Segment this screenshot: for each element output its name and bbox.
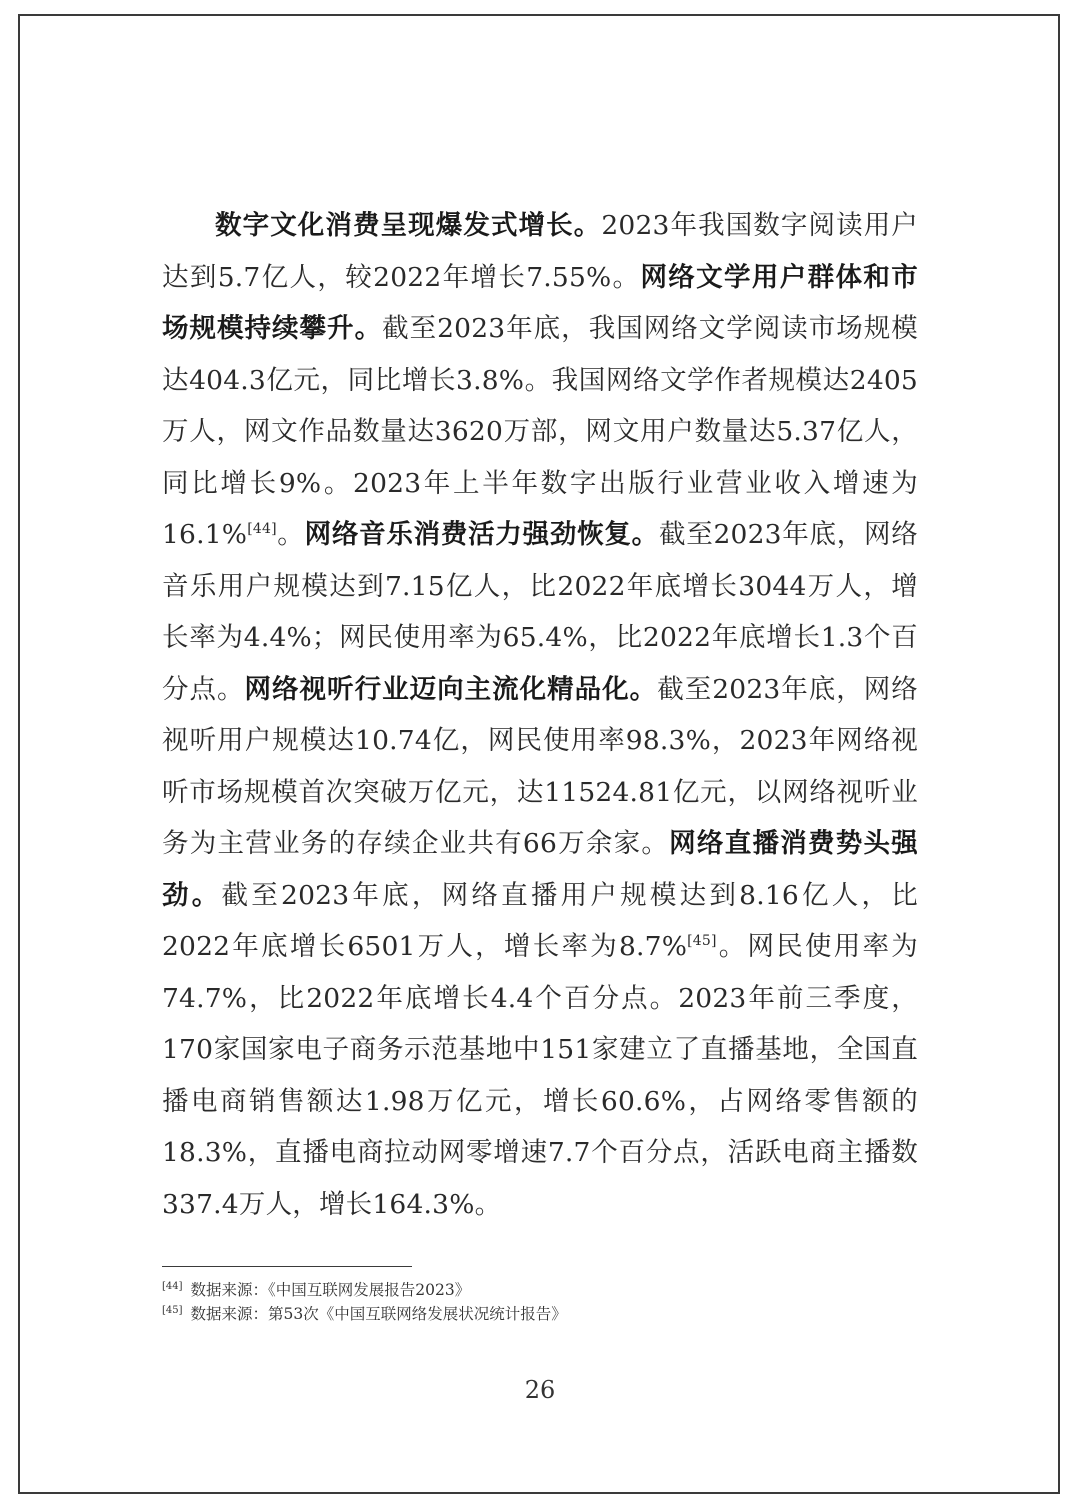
footnotes <box>162 1278 567 1326</box>
text-online-literature: 截至2023年底，我国网络文学阅读市场规模达404.3亿元，同比增长3.8%。我国网络文学作者规模达2405万人，网文作品数量达3620万部，网文用户数量达5.37亿人，同比增长9%。2023年上半年数字出版行业营业收入增速为16.1% <box>162 313 919 550</box>
page-number: 26 <box>524 1376 556 1404</box>
text-digital-reading: 2023年我国数字阅读用户达到5.7亿人，较2022年增长7.55%。 <box>162 210 918 293</box>
heading-online-music: 网络音乐消费活力强劲恢复。 <box>304 519 659 550</box>
text-online-music: 截至2023年底，网络音乐用户规模达到7.15亿人，比2022年底增长3044万人，增长率为4.4%；网民使用率为65.4%，比2022年底增长1.3个百分点。 <box>162 519 919 705</box>
footnote-item <box>162 1302 567 1326</box>
footnote-text: 数据来源：第53次《中国互联网络发展状况统计报告》 <box>190 1305 567 1323</box>
footnote-marker: [45] <box>162 1305 183 1316</box>
heading-digital-culture: 数字文化消费呈现爆发式增长。 <box>215 210 602 241</box>
footnote-ref-45[interactable]: [45] <box>687 933 717 949</box>
text-online-audiovisual: 截至2023年底，网络视听用户规模达10.74亿，网民使用率98.3%，2023年网络视听市场规模首次突破万亿元，达11524.81亿元，以网络视听业务为主营业务的存续企业共有66万余家。 <box>162 673 918 859</box>
text-period-1: 。 <box>276 519 305 550</box>
text-live-commerce: 。网民使用率为74.7%，比2022年底增长4.4个百分点。2023年前三季度，170家国家电子商务示范基地中151家建立了直播基地，全国直播电商销售额达1.98万亿元，增长60.6%，占网络零售额的18.3%，直播电商拉动网零增速7.7个百分点，活跃电商主播数337.4万人，增长164.3%。 <box>162 931 918 1220</box>
heading-live-streaming: 网络直播消费势头强劲。 <box>162 828 918 911</box>
footnote-item <box>162 1278 567 1302</box>
heading-online-audiovisual: 网络视听行业迈向主流化精品化。 <box>244 673 658 705</box>
footnote-text: 数据来源：《中国互联网发展报告2023》 <box>190 1281 471 1299</box>
footnote-marker: [44] <box>162 1281 183 1292</box>
footnote-ref-44[interactable]: [44] <box>247 521 277 537</box>
text-live-streaming: 截至2023年底，网络直播用户规模达到8.16亿人，比2022年底增长6501万人，增长率为8.7% <box>162 879 918 962</box>
footnote-divider <box>162 1266 412 1267</box>
heading-online-literature: 网络文学用户群体和市场规模持续攀升。 <box>162 261 919 344</box>
body-paragraph <box>162 200 918 1230</box>
